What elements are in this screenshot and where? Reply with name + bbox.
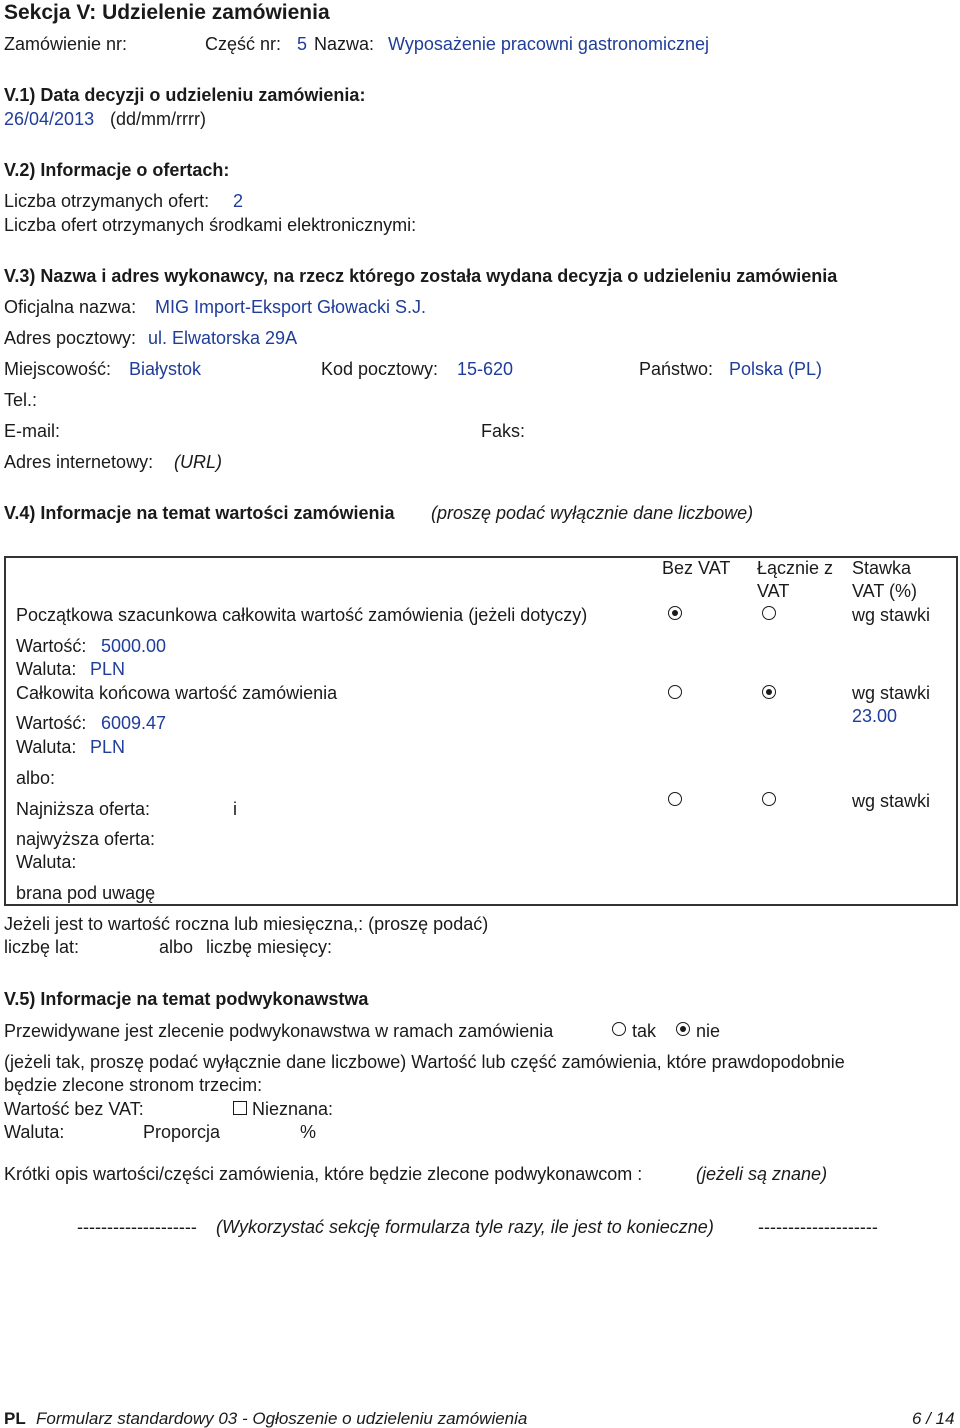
lot-name-value: Wyposażenie pracowni gastronomicznej [388,34,709,54]
subcontract-no-label: nie [696,1021,721,1041]
postal-code-value: 15-620 [457,359,514,379]
official-name-label: Oficjalna nazwa: [4,297,137,317]
final-amount-value: 6009.47 [101,713,167,733]
unknown-label: Nieznana: [252,1099,334,1119]
unknown-checkbox-icon [233,1101,247,1115]
initial-vat-rate: wg stawki [852,605,931,625]
website-label: Adres internetowy: [4,452,154,472]
v4-hint: (proszę podać wyłącznie dane liczbowe) [431,503,754,523]
or-label: albo: [16,768,56,788]
repeat-note-dashes-right: -------------------- [758,1217,878,1237]
postal-address-label: Adres pocztowy: [4,328,137,348]
range-gross-radio-icon [762,792,776,806]
initial-gross-radio-icon [762,606,776,620]
proportion-label: Proporcja [143,1122,221,1142]
decision-date: 26/04/2013 [4,109,95,129]
subcontract-no-radio-icon [676,1022,690,1036]
initial-currency-label: Waluta: [16,659,77,679]
col-gross-header-2: VAT [757,581,790,601]
repeat-note-dashes-left: -------------------- [77,1217,197,1237]
v5-heading: V.5) Informacje na temat podwykonawstwa [4,989,369,1009]
col-rate-header-2: VAT (%) [852,581,918,601]
subcontract-info-line1: (jeżeli tak, proszę podać wyłącznie dane liczbowe) Wartość lub część zamówienia, które prawdopodobnie [4,1052,845,1072]
v1-heading: V.1) Data decyzji o udzieleniu zamówienia: [4,85,366,105]
final-vat-rate: wg stawki [852,683,931,703]
subcontract-description-hint: (jeżeli są znane) [696,1164,828,1184]
subcontract-yes-label: tak [632,1021,657,1041]
subcontract-yes-radio-icon [612,1022,626,1036]
fax-label: Faks: [481,421,526,441]
subcontract-info-line2: będzie zlecone stronom trzecim: [4,1075,263,1095]
footer-page-number: 6 / 14 [912,1409,955,1428]
annual-monthly-note: Jeżeli jest to wartość roczna lub miesięczna,: (proszę podać) [4,914,489,934]
footer-country-code: PL [4,1409,26,1428]
initial-currency-value: PLN [90,659,126,679]
initial-net-radio-icon [668,606,682,620]
range-net-radio-icon [668,792,682,806]
percent-sign: % [300,1122,317,1142]
final-vat-rate-value: 23.00 [852,706,898,726]
col-gross-header-1: Łącznie z [757,558,834,578]
final-net-radio-icon [668,685,682,699]
offers-electronic-label: Liczba ofert otrzymanych środkami elektronicznymi: [4,215,417,235]
range-currency-label: Waluta: [16,852,77,872]
final-currency-label: Waluta: [16,737,77,757]
part-number-label: Część nr: [205,34,282,54]
footer-form-name: Formularz standardowy 03 - Ogłoszenie o udzieleniu zamówienia [36,1409,528,1428]
initial-value-label: Początkowa szacunkowa całkowita wartość zamówienia (jeżeli dotyczy) [16,605,588,625]
official-name-value: MIG Import-Eksport Głowacki S.J. [155,297,427,317]
city-label: Miejscowość: [4,359,112,379]
order-number-label: Zamówienie nr: [4,34,128,54]
country-label: Państwo: [639,359,714,379]
section-title: Sekcja V: Udzielenie zamówienia [4,1,330,24]
highest-offer-label: najwyższa oferta: [16,829,156,849]
subcontract-label: Przewidywane jest zlecenie podwykonawstwa w ramach zamówienia [4,1021,554,1041]
subcontract-description-label: Krótki opis wartości/części zamówienia, które będzie zlecone podwykonawcom : [4,1164,643,1184]
and-label: i [233,799,237,819]
country-value: Polska (PL) [729,359,823,379]
years-label: liczbę lat: [4,937,80,957]
offers-received-label: Liczba otrzymanych ofert: [4,191,210,211]
initial-amount-value: 5000.00 [101,636,167,656]
lowest-offer-label: Najniższa oferta: [16,799,151,819]
final-amount-label: Wartość: [16,713,87,733]
final-gross-radio-icon [762,685,776,699]
initial-amount-label: Wartość: [16,636,87,656]
email-label: E-mail: [4,421,61,441]
subcontract-currency-label: Waluta: [4,1122,65,1142]
offers-received-value: 2 [233,191,244,211]
range-vat-rate: wg stawki [852,791,931,811]
postal-address-value: ul. Elwatorska 29A [148,328,298,348]
v3-heading: V.3) Nazwa i adres wykonawcy, na rzecz którego została wydana decyzja o udzieleniu zamówienia [4,266,838,286]
value-excl-vat-label: Wartość bez VAT: [4,1099,144,1119]
considered-label: brana pod uwagę [16,883,156,903]
website-hint: (URL) [174,452,222,472]
date-format-hint: (dd/mm/rrrr) [110,109,206,129]
final-currency-value: PLN [90,737,126,757]
col-net-header: Bez VAT [662,558,731,578]
v4-heading: V.4) Informacje na temat wartości zamówienia [4,503,395,523]
city-value: Białystok [129,359,202,379]
months-label: liczbę miesięcy: [206,937,333,957]
lot-name-label: Nazwa: [314,34,375,54]
v2-heading: V.2) Informacje o ofertach: [4,160,230,180]
postal-code-label: Kod pocztowy: [321,359,439,379]
part-number-value: 5 [297,34,308,54]
repeat-note-text: (Wykorzystać sekcję formularza tyle razy, ile jest to konieczne) [216,1217,714,1237]
or2-label: albo [159,937,194,957]
phone-label: Tel.: [4,390,38,410]
final-value-label: Całkowita końcowa wartość zamówienia [16,683,338,703]
col-rate-header-1: Stawka [852,558,912,578]
